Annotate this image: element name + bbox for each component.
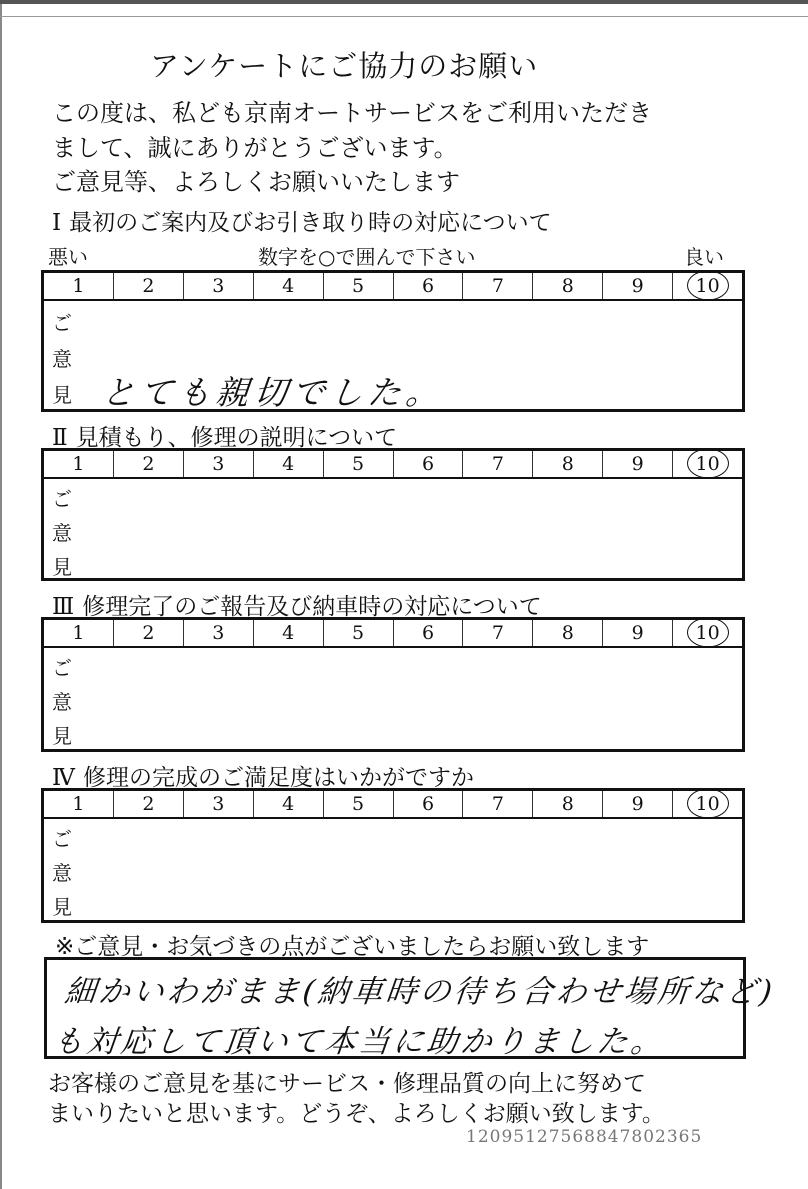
score-number: 7 (491, 622, 504, 644)
selected-circle-mark (687, 788, 729, 818)
score-cell-1[interactable] (44, 620, 114, 646)
score-cell-1[interactable] (44, 273, 114, 299)
comment-label: 意 (52, 861, 72, 885)
rating-box (41, 270, 745, 412)
score-cell-8[interactable] (533, 791, 603, 817)
serial-number: 1209512756884780236​5 (466, 1127, 703, 1147)
score-cell-4[interactable] (254, 620, 324, 646)
score-number: 5 (352, 275, 365, 297)
footer-line: まいりたいと思います。どうぞ、よろしくお願い致します。 (48, 1101, 665, 1127)
score-cell-5[interactable] (324, 620, 394, 646)
score-number: 8 (561, 453, 574, 475)
score-cell-8[interactable] (533, 620, 603, 646)
comment-label: ご (52, 656, 72, 680)
section-title-text: 修理完了のご報告及び納車時の対応について (82, 594, 542, 620)
handwritten-comment: とても親切でした。 (99, 373, 446, 412)
score-number: 9 (631, 275, 644, 297)
score-number: 6 (421, 275, 435, 297)
comment-label: ご (52, 311, 72, 335)
section-title-text: 修理の完成のご満足度はいかがですか (82, 765, 474, 791)
score-cell-9[interactable] (603, 620, 673, 646)
footer-line: お客様のご意見を基にサービス・修理品質の向上に努めて (48, 1071, 646, 1097)
score-cell-7[interactable] (463, 791, 533, 817)
bad-label: 悪い (48, 245, 88, 269)
score-cell-2[interactable] (114, 451, 184, 477)
score-cell-6[interactable] (394, 451, 464, 477)
score-cell-3[interactable] (184, 791, 254, 817)
score-cell-1[interactable] (44, 451, 114, 477)
score-number: 4 (282, 622, 295, 644)
page-title: アンケートにご協力のお願い (150, 49, 539, 83)
score-cell-6[interactable] (394, 620, 464, 646)
score-number: 9 (631, 453, 644, 475)
section-numeral: Ⅳ (52, 765, 75, 791)
score-cell-7[interactable] (463, 620, 533, 646)
free-comment-line: も対応して頂いて本当に助かりました。 (50, 1024, 667, 1060)
score-row (44, 451, 742, 479)
rating-box (41, 617, 745, 752)
score-number: 4 (282, 275, 295, 297)
comment-label: 見 (52, 383, 72, 407)
score-number: 3 (212, 793, 225, 815)
comment-area (44, 301, 742, 411)
score-cell-4[interactable] (254, 451, 324, 477)
section-numeral: Ⅰ (52, 210, 62, 236)
comment-label: 意 (52, 690, 72, 714)
comment-label: 見 (52, 724, 72, 748)
score-number: 4 (282, 453, 295, 475)
score-number: 6 (421, 622, 435, 644)
score-number: 9 (631, 793, 644, 815)
section-numeral: Ⅲ (52, 594, 75, 620)
score-cell-2[interactable] (114, 620, 184, 646)
rating-box (41, 448, 745, 581)
score-cell-4[interactable] (254, 791, 324, 817)
score-cell-9[interactable] (603, 273, 673, 299)
section-title (52, 204, 552, 237)
score-cell-10[interactable] (673, 620, 742, 646)
score-number: 2 (142, 793, 155, 815)
comment-area (44, 479, 742, 580)
score-cell-5[interactable] (324, 451, 394, 477)
score-row (44, 620, 742, 648)
score-cell-6[interactable] (394, 791, 464, 817)
free-comment-line: 細かいわがまま(納車時の待ち合わせ場所など) (62, 974, 777, 1010)
score-number: 1 (72, 622, 85, 644)
score-cell-5[interactable] (324, 791, 394, 817)
score-row (44, 273, 742, 301)
comment-label: 意 (52, 347, 72, 371)
score-cell-9[interactable] (603, 791, 673, 817)
selected-circle-mark (687, 270, 729, 300)
score-number: 9 (631, 622, 644, 644)
score-number: 7 (491, 453, 504, 475)
score-number: 2 (142, 453, 155, 475)
score-cell-8[interactable] (533, 451, 603, 477)
score-cell-10[interactable] (673, 451, 742, 477)
score-number: 10 (695, 793, 720, 815)
score-number: 6 (421, 453, 435, 475)
score-number: 10 (695, 453, 720, 475)
score-number: 8 (561, 793, 574, 815)
score-number: 5 (352, 793, 365, 815)
scan-edge (0, 0, 808, 4)
score-cell-1[interactable] (44, 791, 114, 817)
rating-box (41, 788, 745, 923)
comment-label: ご (52, 827, 72, 851)
comment-area (44, 819, 742, 922)
score-cell-5[interactable] (324, 273, 394, 299)
score-number: 10 (695, 275, 720, 297)
intro-line: この度は、私ども京南オートサービスをご利用いただき (52, 99, 652, 127)
score-cell-7[interactable] (463, 451, 533, 477)
scan-edge (0, 0, 2, 1189)
score-number: 7 (491, 275, 504, 297)
score-cell-10[interactable] (673, 273, 742, 299)
selected-circle-mark (687, 617, 729, 647)
scale-instruction: 数字を○で囲んで下さい (258, 245, 476, 269)
section-numeral: Ⅱ (52, 425, 68, 451)
intro-line: ご意見等、よろしくお願いいたします (52, 168, 460, 196)
intro-line: まして、誠にありがとうございます。 (52, 134, 458, 162)
score-number: 5 (352, 453, 365, 475)
free-comment-prompt: ※ご意見・お気づきの点がございましたらお願い致します (55, 934, 650, 960)
score-cell-2[interactable] (114, 273, 184, 299)
scan-line (0, 16, 808, 17)
score-number: 3 (212, 622, 225, 644)
score-cell-8[interactable] (533, 273, 603, 299)
score-cell-3[interactable] (184, 273, 254, 299)
comment-label: 意 (52, 521, 72, 545)
score-row (44, 791, 742, 819)
score-cell-4[interactable] (254, 273, 324, 299)
comment-area (44, 648, 742, 751)
score-cell-3[interactable] (184, 620, 254, 646)
good-label: 良い (684, 245, 724, 269)
comment-label: ご (52, 487, 72, 511)
score-number: 1 (72, 793, 85, 815)
score-number: 2 (142, 622, 155, 644)
score-number: 1 (72, 275, 85, 297)
score-cell-2[interactable] (114, 791, 184, 817)
free-comment-box (44, 957, 777, 1060)
score-number: 5 (352, 622, 365, 644)
score-cell-10[interactable] (673, 791, 742, 817)
score-cell-7[interactable] (463, 273, 533, 299)
score-cell-3[interactable] (184, 451, 254, 477)
score-number: 3 (212, 453, 225, 475)
score-cell-6[interactable] (394, 273, 464, 299)
score-number: 2 (142, 275, 155, 297)
comment-label: 見 (52, 895, 72, 919)
comment-label: 見 (52, 555, 72, 579)
score-number: 4 (282, 793, 295, 815)
score-number: 10 (695, 622, 720, 644)
score-number: 8 (561, 275, 574, 297)
selected-circle-mark (687, 448, 729, 478)
score-cell-9[interactable] (603, 451, 673, 477)
score-number: 1 (72, 453, 85, 475)
score-number: 8 (561, 622, 574, 644)
section-title-text: 最初のご案内及びお引き取り時の対応について (69, 210, 552, 236)
score-number: 6 (421, 793, 435, 815)
section-title-text: 見積もり、修理の説明について (75, 425, 398, 451)
score-number: 3 (212, 275, 225, 297)
score-number: 7 (491, 793, 504, 815)
